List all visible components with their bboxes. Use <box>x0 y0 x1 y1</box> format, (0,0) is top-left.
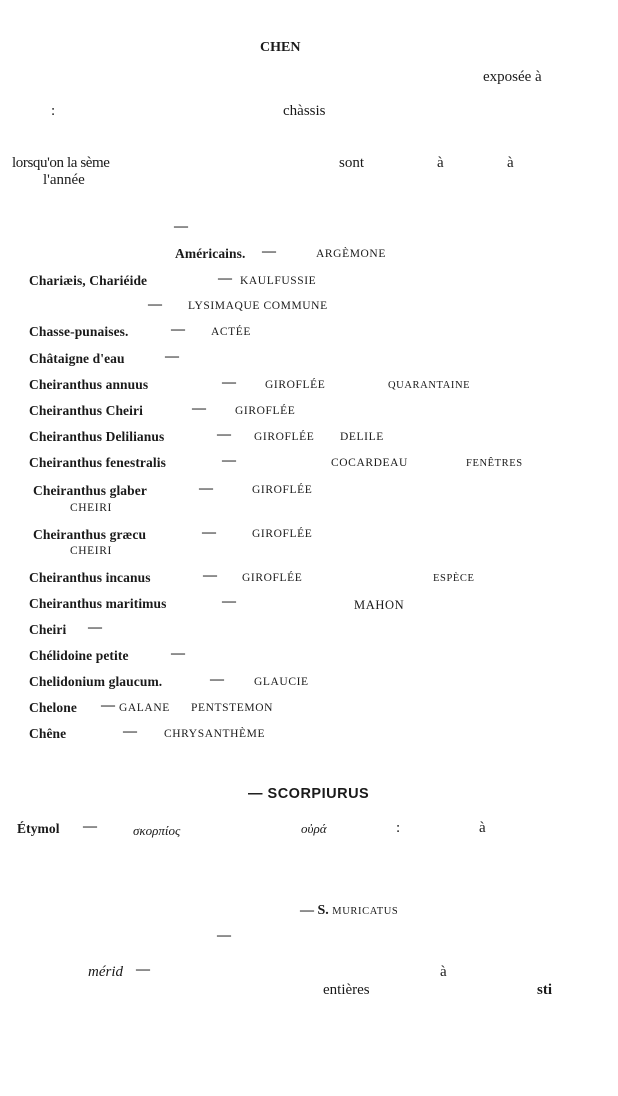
entry-ref: COCARDEAU <box>331 457 408 469</box>
entry-ref-secondary: DELILE <box>340 431 384 443</box>
text-fragment: à <box>507 155 514 171</box>
entry-term: Américains. <box>175 246 246 261</box>
entry-term: Cheiranthus incanus <box>29 570 151 585</box>
entry-ref: GIROFLÉE <box>252 528 313 540</box>
species-heading-prefix: — S. <box>300 903 329 918</box>
entry-term: Cheiranthus Delilianus <box>29 429 165 444</box>
em-dash: — <box>174 219 188 234</box>
entry-dash: — <box>222 594 236 609</box>
entry-ref: LYSIMAQUE COMMUNE <box>188 300 328 312</box>
entry-dash: — <box>148 297 162 312</box>
entry-dash: — <box>171 322 185 337</box>
entry-ref: GIROFLÉE <box>235 405 296 417</box>
text-fragment: mérid <box>88 964 123 980</box>
etymology-label: Étymol <box>17 821 60 836</box>
entry-term: Châtaigne d'eau <box>29 351 125 366</box>
entry-term: Chelone <box>29 700 77 715</box>
entry-dash: — <box>203 568 217 583</box>
entry-dash: — <box>222 453 236 468</box>
entry-dash: — <box>165 349 179 364</box>
entry-ref-secondary: PENTSTEMON <box>191 702 274 714</box>
text-fragment: chàssis <box>283 103 326 119</box>
entry-term: Chasse-punaises. <box>29 324 129 339</box>
entry-dash: — <box>218 271 232 286</box>
entry-term: Chélidoine petite <box>29 648 129 663</box>
entry-ref: GALANE <box>119 702 170 714</box>
text-fragment: : <box>396 820 401 836</box>
entry-ref: GLAUCIE <box>254 676 309 688</box>
entry-ref-secondary: FENÊTRES <box>466 458 523 469</box>
section-heading: — SCORPIURUS <box>248 786 370 802</box>
entry-ref-secondary: QUARANTAINE <box>388 380 471 391</box>
entry-sub: CHEIRI <box>70 545 112 557</box>
em-dash: — <box>217 928 231 943</box>
text-fragment: lorsqu'on la sème <box>12 155 110 171</box>
entry-ref: ACTÉE <box>211 326 252 338</box>
text-fragment: à <box>437 155 444 171</box>
text-fragment: entières <box>323 982 370 998</box>
text-fragment: à <box>440 964 447 980</box>
entry-term: Cheiranthus Cheiri <box>29 403 143 418</box>
text-fragment: sti <box>537 982 552 998</box>
entry-dash: — <box>192 401 206 416</box>
text-fragment: sont <box>339 155 365 171</box>
em-dash: — <box>136 962 150 977</box>
entry-dash: — <box>171 646 185 661</box>
entry-dash: — <box>210 672 224 687</box>
entry-ref: GIROFLÉE <box>254 431 315 443</box>
entry-dash: — <box>217 427 231 442</box>
entry-dash: — <box>202 525 216 540</box>
running-head: CHEN <box>260 40 301 55</box>
text-fragment: l'année <box>43 172 85 188</box>
text-fragment: à <box>479 820 486 836</box>
text-fragment: exposée à <box>483 69 542 85</box>
entry-ref: ARGÈMONE <box>316 248 386 260</box>
species-heading <box>300 904 398 918</box>
entry-term: Cheiranthus maritimus <box>29 596 167 611</box>
entry-dash: — <box>88 620 102 635</box>
entry-dash: — <box>123 724 137 739</box>
entry-term: Cheiranthus glaber <box>33 483 147 498</box>
entry-term: Cheiri <box>29 622 67 637</box>
entry-ref: MAHON <box>354 598 405 612</box>
entry-dash: — <box>222 375 236 390</box>
entry-ref: KAULFUSSIE <box>240 275 317 287</box>
em-dash: — <box>83 819 97 834</box>
entry-ref-secondary: ESPÈCE <box>433 573 475 584</box>
entry-term: Chariæis, Chariéide <box>29 273 148 288</box>
species-heading-name: MURICATUS <box>332 906 399 917</box>
greek-word: σκορπίος <box>133 823 181 838</box>
entry-term: Cheiranthus fenestralis <box>29 455 166 470</box>
greek-word: οὐρά <box>301 821 327 836</box>
entry-term: Chêne <box>29 726 67 741</box>
entry-ref: GIROFLÉE <box>252 484 313 496</box>
entry-term: Cheiranthus græcu <box>33 527 147 542</box>
entry-ref: GIROFLÉE <box>242 572 303 584</box>
text-fragment: : <box>51 103 56 119</box>
entry-sub: CHEIRI <box>70 502 112 514</box>
entry-dash: — <box>101 698 115 713</box>
entry-ref: CHRYSANTHÈME <box>164 728 266 740</box>
entry-ref: GIROFLÉE <box>265 379 326 391</box>
entry-term: Cheiranthus annuus <box>29 377 149 392</box>
entry-term: Chelidonium glaucum. <box>29 674 163 689</box>
entry-dash: — <box>199 481 213 496</box>
entry-dash: — <box>262 244 276 259</box>
